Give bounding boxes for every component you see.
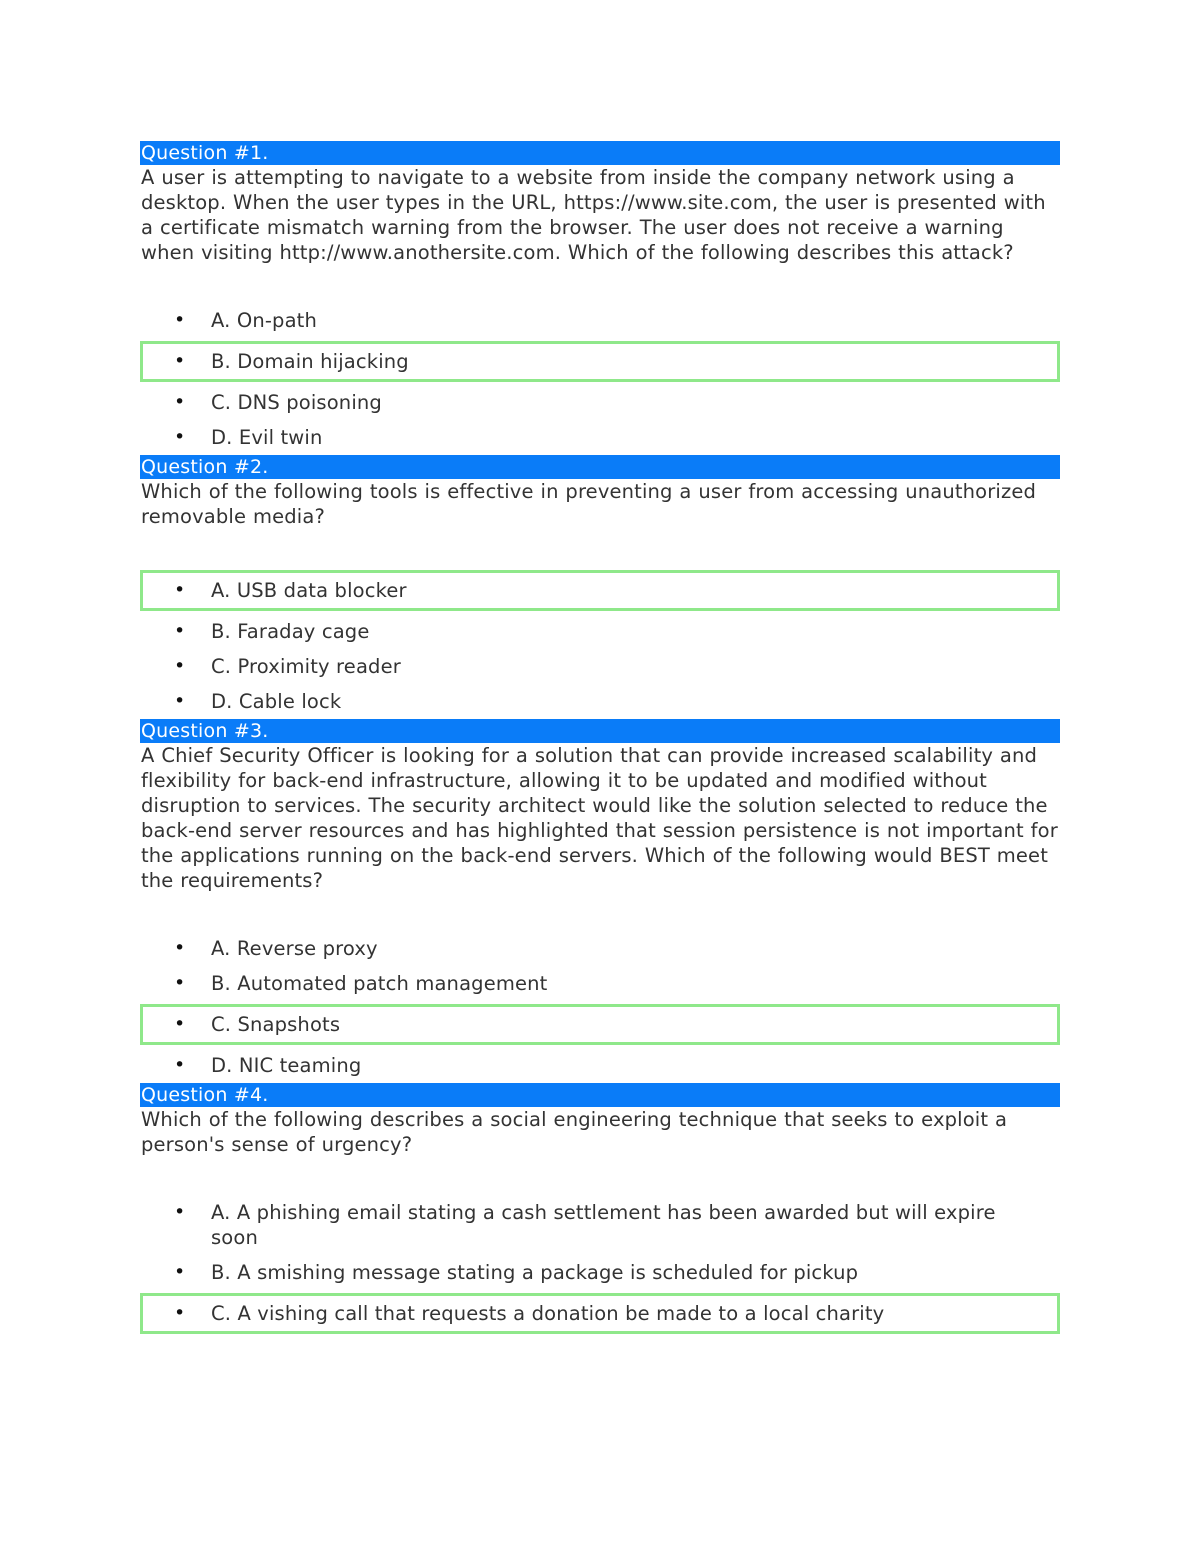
option-label: D. Cable lock xyxy=(211,690,342,713)
option-label: A. On-path xyxy=(211,309,317,332)
spacer xyxy=(140,1157,1060,1195)
answer-options xyxy=(140,1195,1060,1334)
answer-option-d xyxy=(140,684,1060,719)
bullet-icon: • xyxy=(174,655,186,677)
question-header: Question #2. xyxy=(140,455,1060,479)
question-header: Question #4. xyxy=(140,1083,1060,1107)
answer-option-a xyxy=(140,1195,1060,1255)
option-label: C. A vishing call that requests a donation be made to a local charity xyxy=(211,1302,885,1325)
option-label: D. Evil twin xyxy=(211,426,323,449)
bullet-icon: • xyxy=(174,937,186,959)
answer-option-c-correct xyxy=(140,1004,1060,1045)
bullet-icon: • xyxy=(174,426,186,448)
question-4 xyxy=(140,1083,1060,1334)
answer-option-b xyxy=(140,966,1060,1001)
bullet-icon: • xyxy=(174,1261,186,1283)
question-text: Which of the following tools is effective in preventing a user from accessing unauthorized removable media? xyxy=(141,480,1037,528)
bullet-icon: • xyxy=(174,391,186,413)
bullet-icon: • xyxy=(174,972,186,994)
option-label: B. A smishing message stating a package is scheduled for pickup xyxy=(211,1261,859,1284)
option-label: B. Faraday cage xyxy=(211,620,370,643)
option-label: C. Proximity reader xyxy=(211,655,401,678)
answer-option-a-correct xyxy=(140,570,1060,611)
answer-option-c-correct xyxy=(140,1293,1060,1334)
option-label: D. NIC teaming xyxy=(211,1054,362,1077)
option-label: C. Snapshots xyxy=(211,1013,341,1036)
question-text: A Chief Security Officer is looking for a solution that can provide increased scalability and flexibility for back-end infrastructure, allowing it to be updated and modified without disruption to services. The security architect would like the solution selected to reduce the back-end server resources and has highlighted that session persistence is not important for the applications running on the back-end servers. Which of the following would BEST meet the requirements? xyxy=(141,744,1058,892)
answer-option-d xyxy=(140,420,1060,455)
bullet-icon: • xyxy=(174,350,186,372)
answer-option-a xyxy=(140,931,1060,966)
answer-options xyxy=(140,931,1060,1083)
answer-option-c xyxy=(140,385,1060,420)
bullet-icon: • xyxy=(174,1013,186,1035)
answer-options xyxy=(140,303,1060,455)
answer-option-b xyxy=(140,614,1060,649)
question-3 xyxy=(140,719,1060,1083)
bullet-icon: • xyxy=(174,620,186,642)
answer-option-a xyxy=(140,303,1060,338)
bullet-icon: • xyxy=(174,1054,186,1076)
bullet-icon: • xyxy=(174,579,186,601)
option-label: B. Automated patch management xyxy=(211,972,548,995)
question-header: Question #3. xyxy=(140,719,1060,743)
question-1 xyxy=(140,141,1060,455)
spacer xyxy=(140,893,1060,931)
option-label: B. Domain hijacking xyxy=(211,350,409,373)
answer-option-d xyxy=(140,1048,1060,1083)
bullet-icon: • xyxy=(174,1201,186,1223)
question-text: A user is attempting to navigate to a website from inside the company network using a desktop. When the user types in the URL, https://www.site.com, the user is presented with a certificate mismatch warning from the browser. The user does not receive a warning when visiting http://www.anothersite.com. Which of the following describes this attack? xyxy=(141,166,1046,264)
answer-option-b-correct xyxy=(140,341,1060,382)
question-header: Question #1. xyxy=(140,141,1060,165)
answer-option-b xyxy=(140,1255,1060,1290)
answer-options xyxy=(140,570,1060,719)
bullet-icon: • xyxy=(174,1302,186,1324)
option-label: A. Reverse proxy xyxy=(211,937,378,960)
question-2 xyxy=(140,455,1060,719)
bullet-icon: • xyxy=(174,309,186,331)
option-label: C. DNS poisoning xyxy=(211,391,382,414)
question-text: Which of the following describes a social engineering technique that seeks to exploit a person's sense of urgency? xyxy=(141,1108,1008,1156)
option-label: A. USB data blocker xyxy=(211,579,407,602)
document-page xyxy=(140,141,1060,1337)
option-label: A. A phishing email stating a cash settlement has been awarded but will expire soon xyxy=(211,1201,996,1249)
spacer xyxy=(140,529,1060,567)
bullet-icon: • xyxy=(174,690,186,712)
answer-option-c xyxy=(140,649,1060,684)
spacer xyxy=(140,265,1060,303)
